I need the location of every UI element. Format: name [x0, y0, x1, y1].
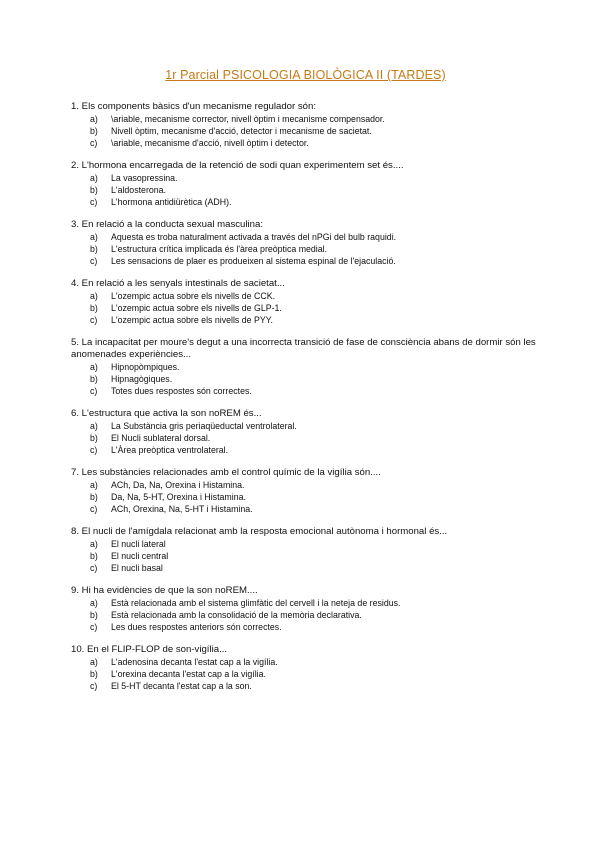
question-4 — [71, 278, 540, 326]
exam-title: 1r Parcial PSICOLOGIA BIOLÒGICA II (TARDES) — [165, 68, 446, 82]
option-text: L'ozempic actua sobre els nivells de PYY. — [111, 315, 273, 325]
answer-option — [71, 361, 540, 373]
option-letter: c) — [90, 563, 98, 573]
option-text: L'aldosterona. — [111, 185, 166, 195]
question-6 — [71, 408, 540, 456]
option-text: Aquesta es troba naturalment activada a través del nPGi del bulb raquidi. — [111, 232, 397, 242]
answer-option — [71, 680, 540, 692]
answer-option — [71, 385, 540, 397]
question-8 — [71, 526, 540, 574]
option-text: Totes dues respostes són correctes. — [111, 386, 252, 396]
answer-option — [71, 621, 540, 633]
answer-option — [71, 125, 540, 137]
option-text: Nivell òptim, mecanisme d'acció, detector i mecanisme de sacietat. — [111, 126, 372, 136]
option-text: El Nucli sublateral dorsal. — [111, 433, 211, 443]
option-letter: c) — [90, 445, 98, 455]
answer-option — [71, 231, 540, 243]
question-text: 10. En el FLIP-FLOP de son-vigília... — [71, 644, 228, 655]
option-text: L'Àrea preòptica ventrolateral. — [111, 445, 229, 455]
question-5 — [71, 337, 540, 397]
question-text: 7. Les substàncies relacionades amb el control químic de la vigília són.... — [71, 467, 381, 478]
option-list — [71, 479, 540, 515]
option-letter: a) — [90, 421, 98, 431]
option-list — [71, 290, 540, 326]
option-list — [71, 656, 540, 692]
option-letter: b) — [90, 185, 98, 195]
option-letter: c) — [90, 504, 98, 514]
option-text: L'estructura crítica implicada és l'àrea preòptica medial. — [111, 244, 328, 254]
question-3 — [71, 219, 540, 267]
question-7 — [71, 467, 540, 515]
answer-option — [71, 444, 540, 456]
answer-option — [71, 562, 540, 574]
answer-option — [71, 479, 540, 491]
option-text: Da, Na, 5-HT, Orexina i Histamina. — [111, 492, 246, 502]
option-text: L'orexina decanta l'estat cap a la vigília. — [111, 669, 266, 679]
option-text: Hipnagògiques. — [111, 374, 173, 384]
answer-option — [71, 172, 540, 184]
option-text: L'hormona antidiürètica (ADH). — [111, 197, 232, 207]
option-letter: c) — [90, 681, 98, 691]
option-text: L'ozempic actua sobre els nivells de GLP-1. — [111, 303, 282, 313]
option-list — [71, 538, 540, 574]
option-text: La vasopressina. — [111, 173, 178, 183]
question-2 — [71, 160, 540, 208]
answer-option — [71, 609, 540, 621]
option-letter: c) — [90, 138, 98, 148]
option-text: \ariable, mecanisme d'acció, nivell òptim i detector. — [111, 138, 309, 148]
question-list — [71, 101, 540, 692]
option-text: ACh, Da, Na, Orexina i Histamina. — [111, 480, 245, 490]
option-letter: c) — [90, 386, 98, 396]
answer-option — [71, 255, 540, 267]
option-text: \ariable, mecanisme corrector, nivell òptim i mecanisme compensador. — [111, 114, 385, 124]
answer-option — [71, 243, 540, 255]
question-1 — [71, 101, 540, 149]
option-list — [71, 361, 540, 397]
option-text: ACh, Orexina, Na, 5-HT i Histamina. — [111, 504, 253, 514]
option-letter: b) — [90, 126, 98, 136]
option-letter: b) — [90, 244, 98, 254]
option-letter: b) — [90, 669, 98, 679]
option-list — [71, 231, 540, 267]
question-text: 9. Hi ha evidències de que la son noREM.... — [71, 585, 258, 596]
option-letter: b) — [90, 492, 98, 502]
option-letter: b) — [90, 303, 98, 313]
option-letter: a) — [90, 539, 98, 549]
option-letter: b) — [90, 433, 98, 443]
answer-option — [71, 491, 540, 503]
answer-option — [71, 373, 540, 385]
option-text: Les sensacions de plaer es produeixen al sistema espinal de l'ejaculació. — [111, 256, 396, 266]
answer-option — [71, 137, 540, 149]
option-letter: b) — [90, 551, 98, 561]
option-text: El nucli central — [111, 551, 169, 561]
option-text: El nucli lateral — [111, 539, 166, 549]
answer-option — [71, 432, 540, 444]
option-letter: c) — [90, 197, 98, 207]
option-text: Les dues respostes anteriors són correctes. — [111, 622, 282, 632]
answer-option — [71, 314, 540, 326]
option-letter: a) — [90, 362, 98, 372]
option-letter: a) — [90, 291, 98, 301]
option-text: La Substància gris periaqüeductal ventrolateral. — [111, 421, 297, 431]
option-text: El nucli basal — [111, 563, 163, 573]
option-text: L'ozempic actua sobre els nivells de CCK. — [111, 291, 276, 301]
option-list — [71, 420, 540, 456]
question-text: 8. El nucli de l'amígdala relacionat amb la resposta emocional autònoma i hormonal és... — [71, 526, 448, 537]
question-text: 1. Els components bàsics d'un mecanisme regulador són: — [71, 101, 317, 112]
answer-option — [71, 538, 540, 550]
option-text: Hipnopòmpiques. — [111, 362, 180, 372]
answer-option — [71, 196, 540, 208]
option-text: Està relacionada amb la consolidació de la memòria declarativa. — [111, 610, 362, 620]
question-text: 5. La incapacitat per moure's degut a una incorrecta transició de fase de consciència abans de dormir són les anomenades experiències... — [71, 337, 536, 360]
option-letter: b) — [90, 610, 98, 620]
option-text: El 5-HT decanta l'estat cap a la son. — [111, 681, 252, 691]
question-text: 6. L'estructura que activa la son noREM és... — [71, 408, 262, 419]
answer-option — [71, 113, 540, 125]
option-letter: a) — [90, 114, 98, 124]
option-list — [71, 597, 540, 633]
question-text: 4. En relació a les senyals intestinals de sacietat... — [71, 278, 285, 289]
question-9 — [71, 585, 540, 633]
answer-option — [71, 420, 540, 432]
option-letter: a) — [90, 232, 98, 242]
option-letter: a) — [90, 598, 98, 608]
option-text: L'adenosina decanta l'estat cap a la vigília. — [111, 657, 278, 667]
question-text: 3. En relació a la conducta sexual masculina: — [71, 219, 263, 230]
answer-option — [71, 184, 540, 196]
option-letter: c) — [90, 622, 98, 632]
question-10 — [71, 644, 540, 692]
answer-option — [71, 668, 540, 680]
option-letter: c) — [90, 256, 98, 266]
answer-option — [71, 290, 540, 302]
option-letter: b) — [90, 374, 98, 384]
option-letter: a) — [90, 173, 98, 183]
answer-option — [71, 302, 540, 314]
answer-option — [71, 503, 540, 515]
option-letter: c) — [90, 315, 98, 325]
option-text: Està relacionada amb el sistema glimfàtic del cervell i la neteja de residus. — [111, 598, 401, 608]
question-text: 2. L'hormona encarregada de la retenció de sodi quan experimentem set és.... — [71, 160, 404, 171]
answer-option — [71, 597, 540, 609]
option-list — [71, 113, 540, 149]
option-list — [71, 172, 540, 208]
answer-option — [71, 656, 540, 668]
answer-option — [71, 550, 540, 562]
option-letter: a) — [90, 657, 98, 667]
option-letter: a) — [90, 480, 98, 490]
